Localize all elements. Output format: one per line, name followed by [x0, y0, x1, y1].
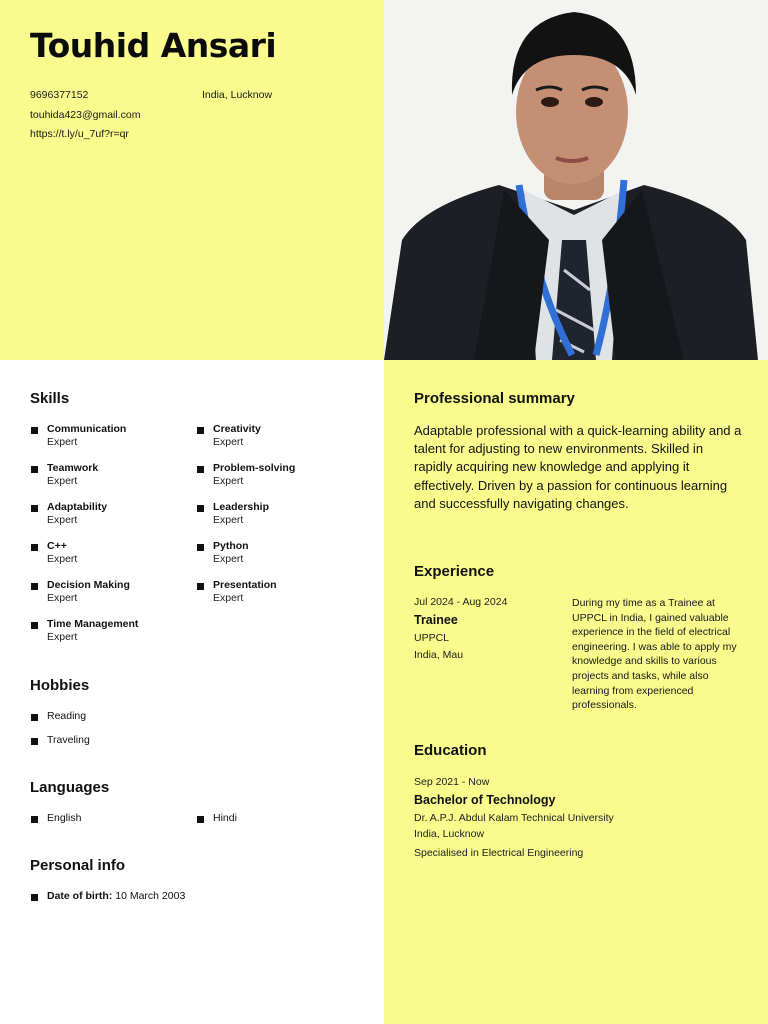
profile-link[interactable]: https://t.ly/u_7uf?r=qr	[30, 128, 129, 140]
experience-dates: Jul 2024 - Aug 2024	[414, 596, 508, 608]
skill-level: Expert	[213, 436, 244, 448]
person-name: Touhid Ansari	[30, 26, 277, 65]
skill-item	[47, 540, 77, 565]
skill-name: Teamwork	[47, 462, 99, 474]
education-place: India, Lucknow	[414, 828, 485, 840]
skill-level: Expert	[47, 514, 78, 526]
skill-name: Time Management	[47, 618, 139, 630]
skill-name: C++	[47, 540, 67, 552]
skill-level: Expert	[47, 436, 78, 448]
languages-heading: Languages	[30, 779, 110, 796]
skill-name: Problem-solving	[213, 462, 296, 474]
bullet-icon	[197, 505, 204, 512]
experience-company: UPPCL	[414, 632, 450, 644]
skill-name: Presentation	[213, 579, 277, 591]
skill-level: Expert	[213, 475, 244, 487]
bullet-icon	[197, 544, 204, 551]
skill-level: Expert	[47, 592, 78, 604]
bullet-icon	[31, 738, 38, 745]
summary-heading: Professional summary	[414, 390, 575, 407]
skill-item	[213, 423, 261, 448]
header-panel	[0, 0, 384, 360]
skill-name: Communication	[47, 423, 127, 435]
skill-level: Expert	[213, 592, 244, 604]
bullet-icon	[31, 583, 38, 590]
profile-photo	[384, 0, 768, 360]
education-dates: Sep 2021 - Now	[414, 776, 490, 788]
language-item: Hindi	[213, 812, 237, 824]
experience-role: Trainee	[414, 613, 458, 627]
language-item: English	[47, 812, 82, 824]
education-degree: Bachelor of Technology	[414, 793, 556, 807]
education-note: Specialised in Electrical Engineering	[414, 847, 584, 859]
bullet-icon	[31, 505, 38, 512]
skill-name: Leadership	[213, 501, 270, 513]
skill-level: Expert	[213, 514, 244, 526]
dob-label: Date of birth:	[47, 890, 113, 902]
skill-name: Creativity	[213, 423, 261, 435]
bullet-icon	[31, 894, 38, 901]
experience-description: During my time as a Trainee at UPPCL in India, I gained valuable experience in the field of electrical engineering. I was able to apply my knowledge and skills to various projects and tasks, while also learning from experienced professionals.	[572, 597, 737, 712]
dob-value: 10 March 2003	[115, 890, 186, 902]
skill-item	[213, 540, 249, 565]
email-link[interactable]: touhida423@gmail.com	[30, 109, 141, 121]
bullet-icon	[197, 466, 204, 473]
skill-item	[213, 462, 295, 487]
skill-item	[47, 501, 107, 526]
summary-text: Adaptable professional with a quick-learning ability and a talent for adjusting to new environments. Skilled in rapidly acquiring new knowledge and applying it effectively. Driven by a passion for continuous learning and successfully navigating changes.	[414, 423, 742, 511]
education-school: Dr. A.P.J. Abdul Kalam Technical University	[414, 812, 614, 824]
left-column	[0, 360, 384, 1024]
bullet-icon	[31, 544, 38, 551]
bullet-icon	[197, 427, 204, 434]
hobby-item: Reading	[47, 710, 87, 722]
skill-name: Python	[213, 540, 249, 552]
date-of-birth	[47, 890, 185, 902]
bullet-icon	[31, 466, 38, 473]
skill-level: Expert	[213, 553, 244, 565]
skill-item	[47, 618, 138, 643]
location: India, Lucknow	[202, 89, 273, 101]
skill-item	[47, 462, 98, 487]
skill-level: Expert	[47, 553, 78, 565]
skills-heading: Skills	[30, 390, 70, 407]
hobby-item: Traveling	[47, 734, 90, 746]
skill-item	[213, 501, 269, 526]
bullet-icon	[31, 427, 38, 434]
bullet-icon	[197, 583, 204, 590]
bullet-icon	[197, 816, 204, 823]
bullet-icon	[31, 622, 38, 629]
phone-number: 9696377152	[30, 89, 89, 101]
skill-item	[213, 579, 277, 604]
experience-heading: Experience	[414, 563, 495, 580]
skill-name: Adaptability	[47, 501, 108, 513]
right-column	[384, 360, 768, 1024]
skill-name: Decision Making	[47, 579, 130, 591]
hobbies-heading: Hobbies	[30, 677, 90, 694]
personal-info-heading: Personal info	[30, 857, 126, 874]
skill-item	[47, 579, 130, 604]
skill-level: Expert	[47, 475, 78, 487]
portrait-illustration	[384, 0, 768, 360]
bullet-icon	[31, 816, 38, 823]
bullet-icon	[31, 714, 38, 721]
experience-place: India, Mau	[414, 649, 464, 661]
skill-level: Expert	[47, 631, 78, 643]
skill-item	[47, 423, 126, 448]
education-heading: Education	[414, 742, 487, 759]
